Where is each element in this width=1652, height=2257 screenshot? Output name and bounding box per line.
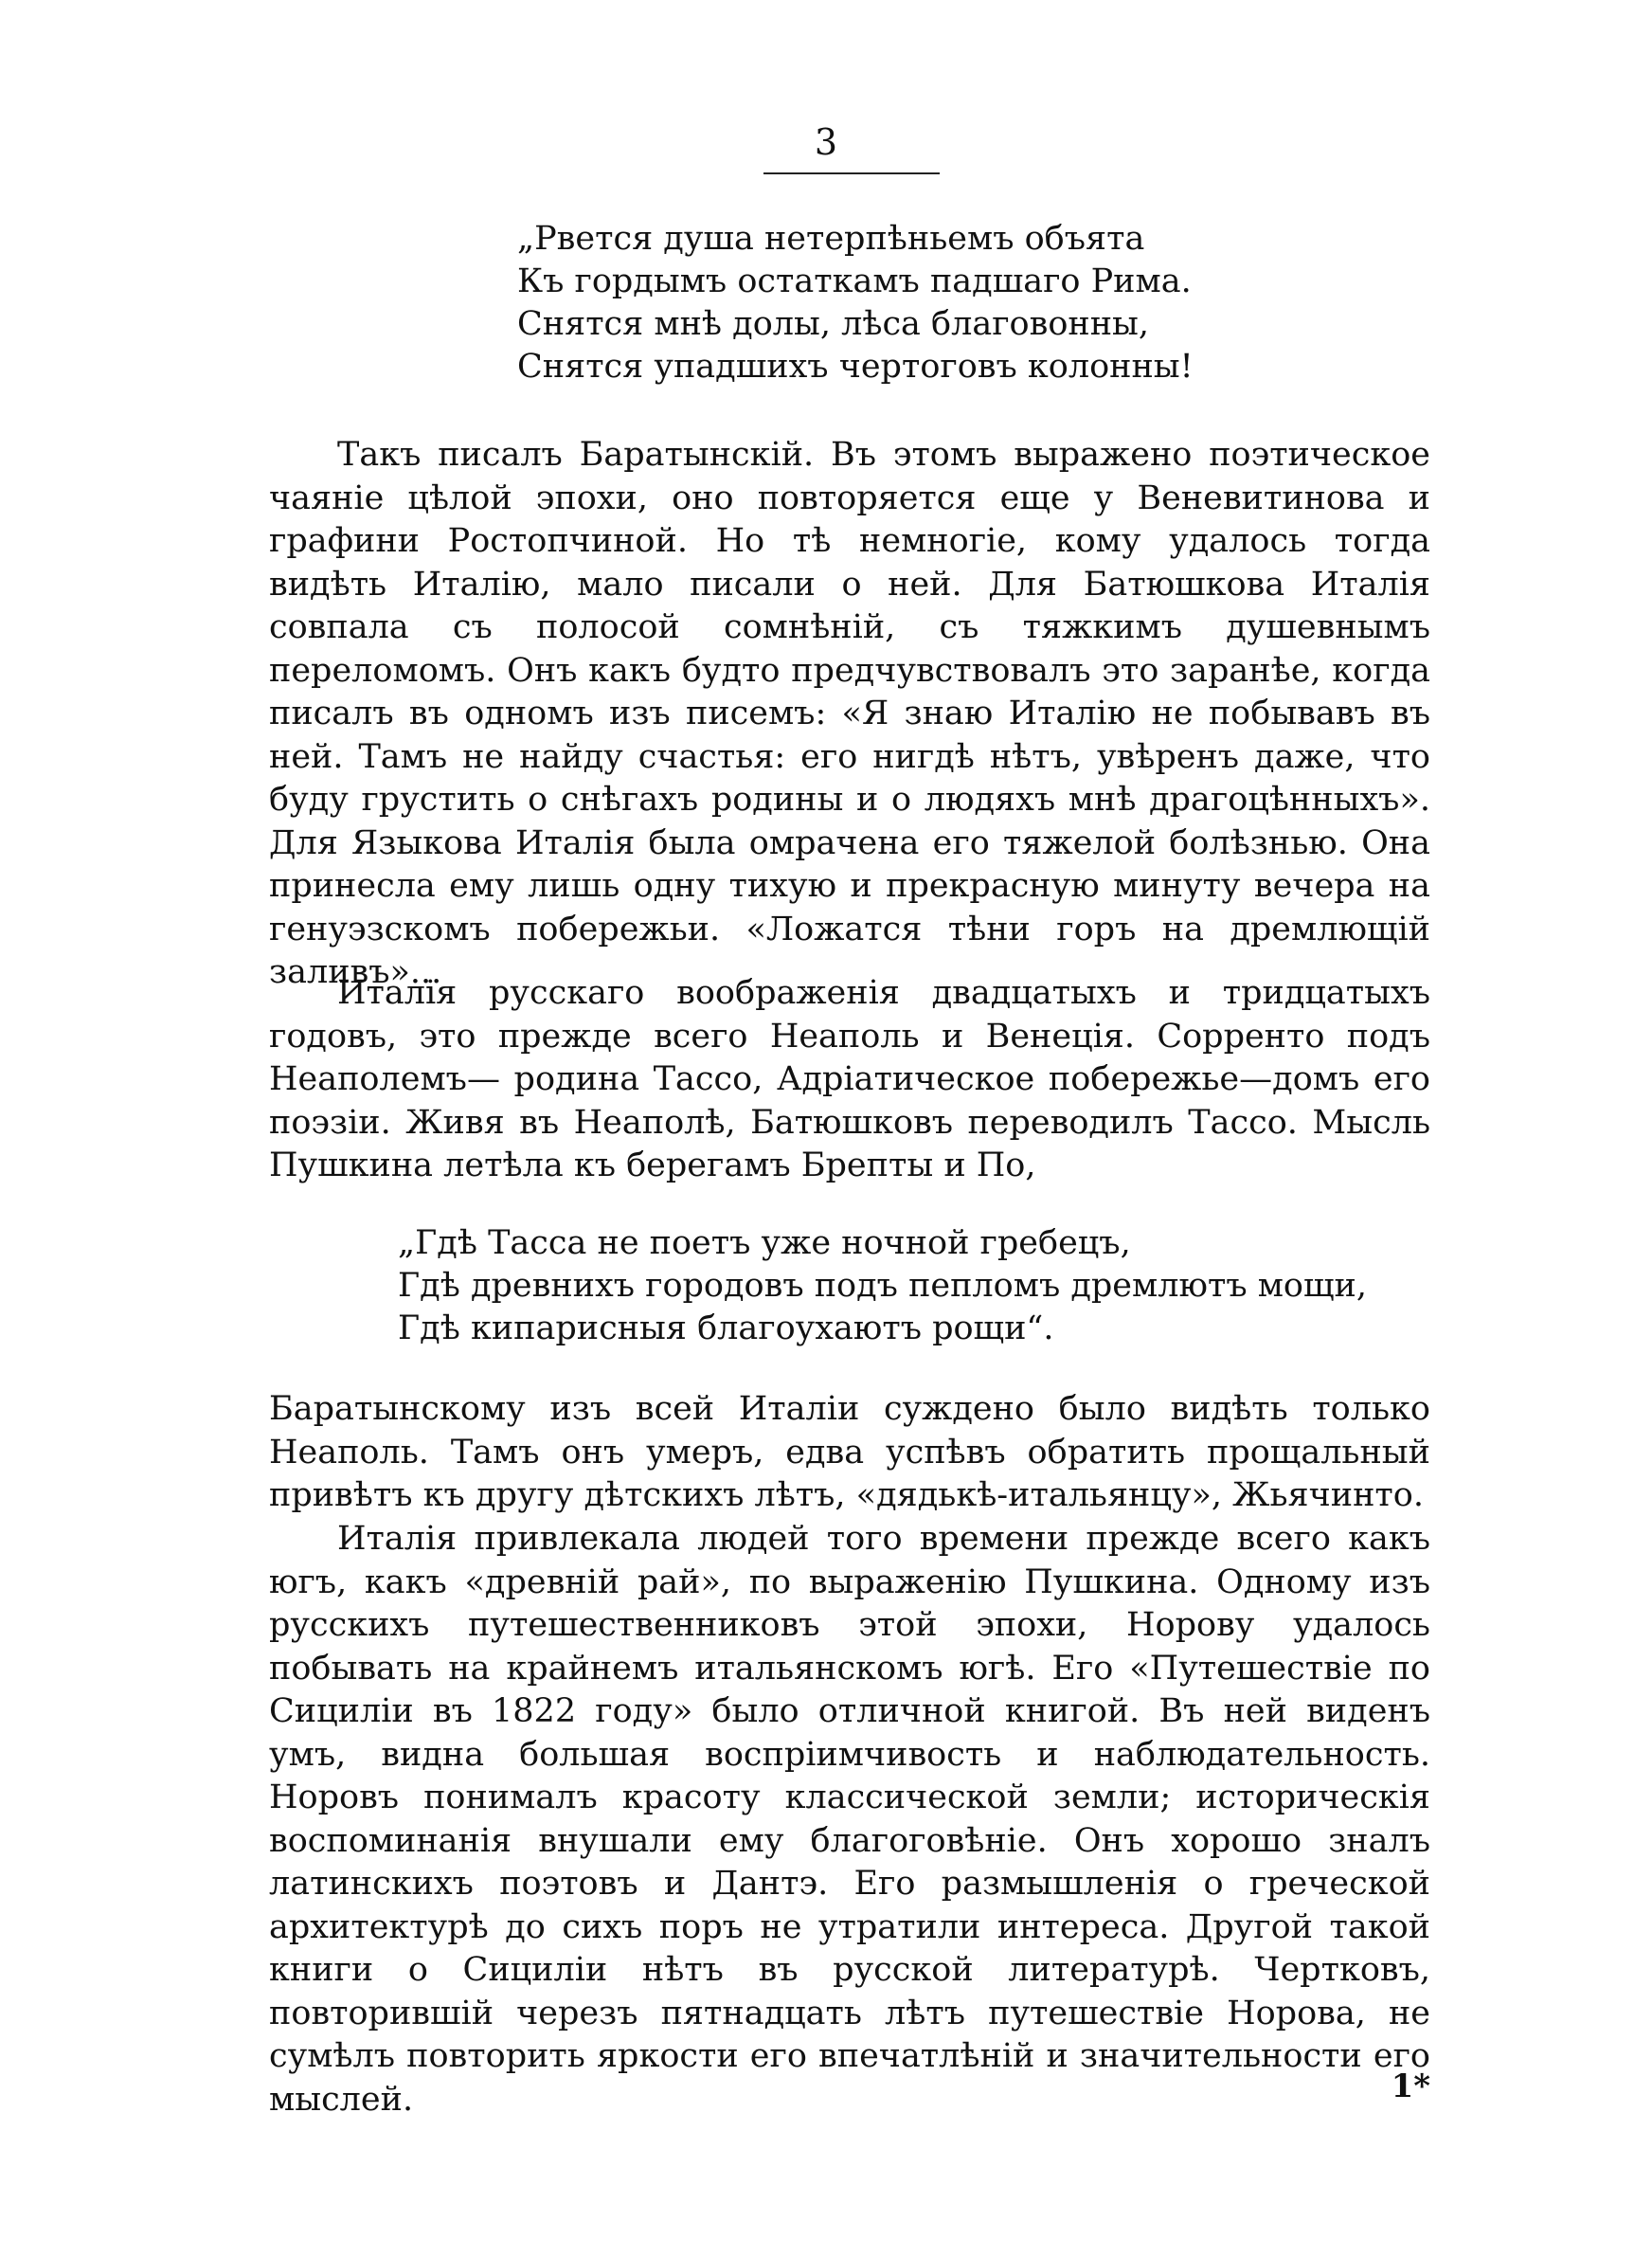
paragraph-baratynsky: Такъ писалъ Баратынскій. Въ этомъ выражено поэтическое чаяніе цѣлой эпохи, оно повторяется еще у Веневитинова и графини Ростопчиной. Но тѣ немногіе, кому удалось тогда видѣть Италію, мало писали о ней. Для Батюшкова Италія совпала съ полосой сомнѣній, съ тяжкимъ душевнымъ переломомъ. Онъ какъ будто предчувствовалъ это заранѣе, когда писалъ въ одномъ изъ писемъ: «Я знаю Италію не побывавъ въ ней. Тамъ не найду счастья: его нигдѣ нѣтъ, увѣренъ даже, что буду грустить о снѣгахъ родины и о людяхъ мнѣ драгоцѣнныхъ». Для Языкова Италія была омрачена его тяжелой болѣзнью. Она принесла ему лишь одну тихую и прекрасную минуту вечера на генуэзскомъ побережьи. «Ложатся тѣни горъ на дремлющій заливъ»... <box>269 436 1430 991</box>
verse-line: Гдѣ кипарисныя благоухаютъ рощи“. <box>398 1309 1054 1347</box>
paragraph-italy-imagination: Италія русскаго воображенія двадцатыхъ и тридцатыхъ годовъ, это прежде всего Неаполь и Венеція. Сорренто подъ Неаполемъ— родина Тассо, Адріатическое побережье—домъ его поэзіи. Живя въ Неаполѣ, Батюшковъ переводилъ Тассо. Мысль Пушкина летѣла къ берегамъ Брепты и По, <box>269 974 1430 1184</box>
verse-epigraph <box>517 218 1194 388</box>
signature-mark: 1* <box>1391 2067 1430 2105</box>
paragraph-norov-journey: Италія привлекала людей того времени прежде всего какъ югъ, какъ «древній рай», по выраженію Пушкина. Одному изъ русскихъ путешественниковъ этой эпохи, Норову удалось побывать на крайнемъ итальянскомъ югѣ. Его «Путешествіе по Сициліи въ 1822 году» было отличной книгой. Въ ней виденъ умъ, видна большая воспріимчивость и наблюдательность. Норовъ понималъ красоту классической земли; историческія воспоминанія внушали ему благоговѣніе. Онъ хорошо зналъ латинскихъ поэтовъ и Дантэ. Его размышленія о греческой архитектурѣ до сихъ поръ не утратили интереса. Другой такой книги о Сициліи нѣтъ въ русской литературѣ. Чертковъ, повторившій черезъ пятнадцать лѣтъ путешествіе Норова, не сумѣлъ повторить яркости его впечатлѣній и значительности его мыслей. <box>269 1520 1430 2119</box>
verse-line: Снятся упадшихъ чертоговъ колонны! <box>517 348 1194 386</box>
verse-line: Гдѣ древнихъ городовъ подъ пепломъ дремлютъ мощи, <box>398 1267 1367 1305</box>
paragraph-baratynsky-naples: Баратынскому изъ всей Италіи суждено было видѣть только Неаполь. Тамъ онъ умеръ, едва успѣвъ обратить прощальный привѣтъ къ другу дѣтскихъ лѣтъ, «дядькѣ-итальянцу», Жьячинто. <box>269 1390 1430 1514</box>
verse-line: Снятся мнѣ долы, лѣса благовонны, <box>517 305 1150 343</box>
page-number-rule <box>763 172 940 174</box>
verse-pushkin-quote <box>398 1222 1367 1350</box>
verse-line: Къ гордымъ остаткамъ падшаго Рима. <box>517 262 1192 300</box>
verse-line: „Гдѣ Тасса не поетъ уже ночной гребецъ, <box>398 1224 1131 1262</box>
page-number: 3 <box>814 121 838 163</box>
verse-line: „Рвется душа нетерпѣньемъ объята <box>517 220 1145 258</box>
